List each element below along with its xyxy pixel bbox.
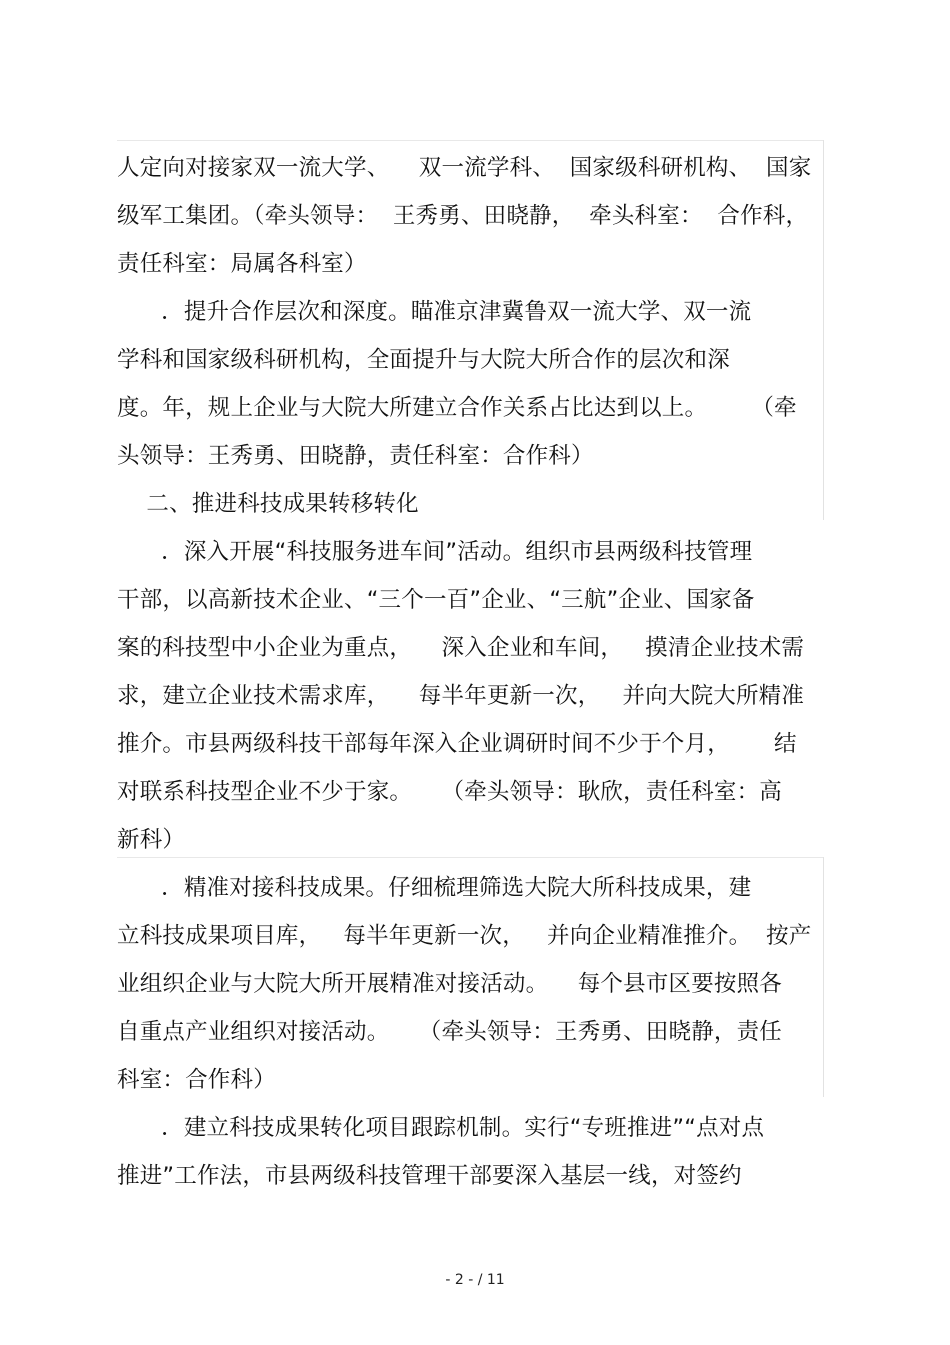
text-line: 头领导：王秀勇、田晓静，责任科室：合作科）: [117, 443, 594, 469]
right-rule-2: [823, 857, 824, 1097]
text-line: 推介。市县两级科技干部每年深入企业调研时间不少于个月， 结: [117, 731, 797, 757]
text-line: ．建立科技成果转化项目跟踪机制。实行“专班推进”“点对点: [117, 1115, 765, 1141]
right-rule-1: [823, 140, 824, 520]
text-line: 学科和国家级科研机构，全面提升与大院大所合作的层次和深: [117, 347, 730, 373]
text-line: 推进”工作法，市县两级科技管理干部要深入基层一线，对签约: [117, 1163, 742, 1189]
page-number: - 2 - / 11: [445, 1272, 505, 1288]
text-line: 责任科室：局属各科室）: [117, 251, 367, 277]
text-line: 级军工集团。（牵头领导： 王秀勇、田晓静， 牵头科室： 合作科，: [117, 203, 809, 229]
text-line: 业组织企业与大院大所开展精准对接活动。 每个县市区要按照各: [117, 971, 783, 997]
text-line: 新科）: [117, 827, 186, 853]
text-line: 自重点产业组织对接活动。 （牵头领导：王秀勇、田晓静，责任: [117, 1019, 783, 1045]
text-line: 度。年，规上企业与大院大所建立合作关系占比达到以上。 （牵: [117, 395, 797, 421]
text-line: ．深入开展“科技服务进车间”活动。组织市县两级科技管理: [117, 539, 753, 565]
text-line: 对联系科技型企业不少于家。 （牵头领导：耿欣，责任科室：高: [117, 779, 783, 805]
text-line: 人定向对接家双一流大学、 双一流学科、 国家级科研机构、 国家: [117, 155, 812, 181]
text-line: ．提升合作层次和深度。瞄准京津冀鲁双一流大学、双一流: [117, 299, 752, 325]
top-rule: [117, 140, 823, 141]
text-line: 立科技成果项目库， 每半年更新一次， 并向企业精准推介。 按产: [117, 923, 812, 949]
text-line: 干部，以高新技术企业、“三个一百”企业、“三航”企业、国家备: [117, 587, 755, 613]
text-line: 科室：合作科）: [117, 1067, 276, 1093]
text-line: 案的科技型中小企业为重点， 深入企业和车间， 摸清企业技术需: [117, 635, 805, 661]
section-heading: 二、推进科技成果转移转化: [117, 491, 419, 517]
text-line: ．精准对接科技成果。仔细梳理筛选大院大所科技成果，建: [117, 875, 752, 901]
text-line: 求，建立企业技术需求库， 每半年更新一次， 并向大院大所精准: [117, 683, 805, 709]
